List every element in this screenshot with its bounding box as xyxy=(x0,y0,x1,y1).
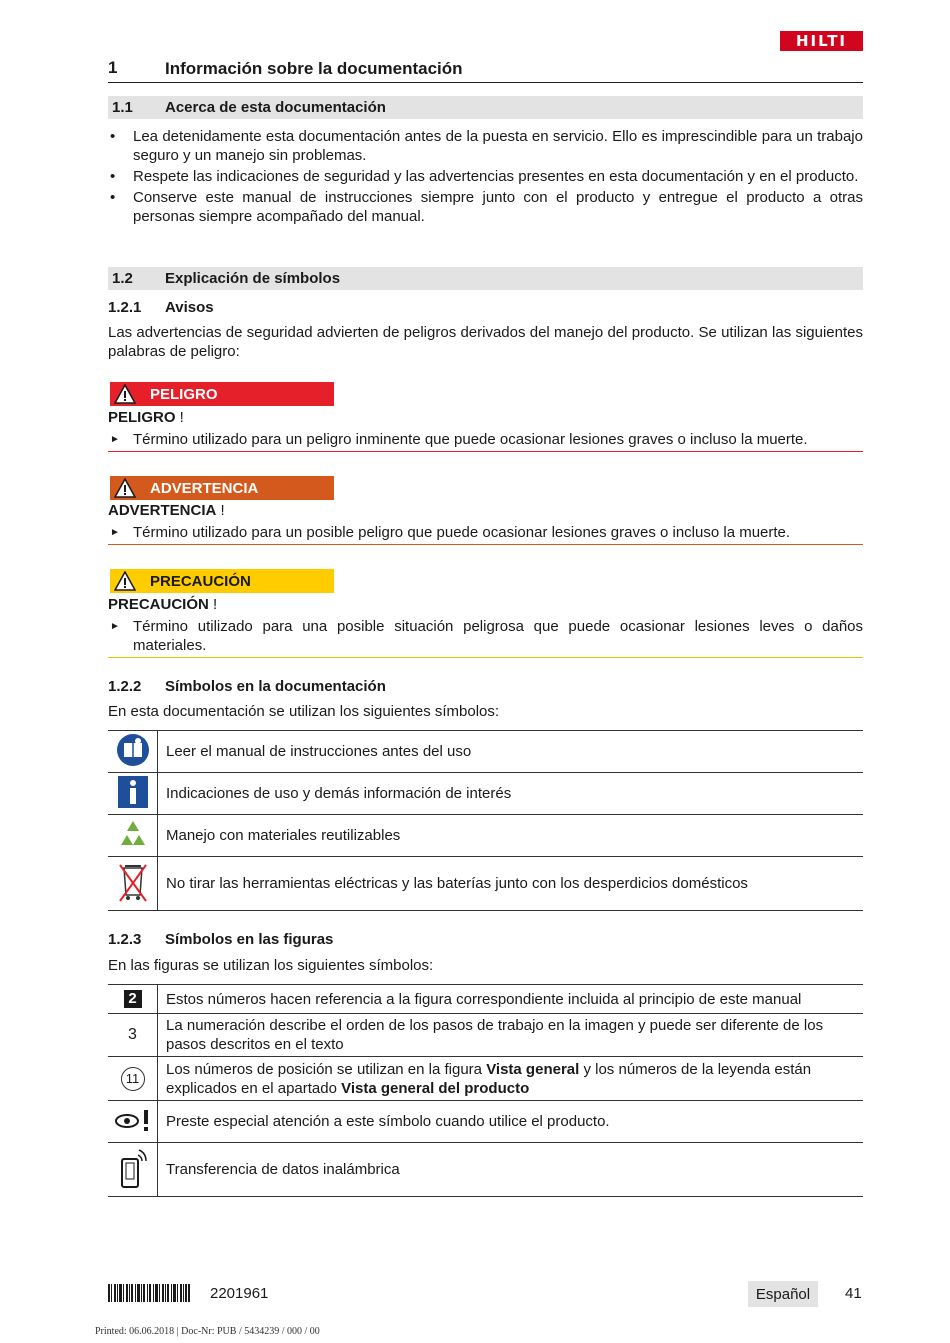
list-item: • Lea detenidamente esta documentación antes de la puesta en servicio. Ello es imprescindible para un trabajo seguro y un manejo sin problemas. xyxy=(108,127,863,165)
figure-number-icon: 2 xyxy=(108,985,158,1014)
signal-title: PELIGRO ! xyxy=(108,409,184,426)
section-title: Información sobre la documentación xyxy=(165,59,463,78)
page-number: 41 xyxy=(845,1285,862,1302)
section-heading-1-2-2 xyxy=(108,678,863,698)
crossed-bin-icon xyxy=(108,857,158,911)
signal-description: ► Término utilizado para un peligro inminente que puede ocasionar lesiones graves o incluso la muerte. xyxy=(110,431,808,448)
symbol-description: Leer el manual de instrucciones antes del uso xyxy=(158,731,864,773)
warning-triangle-icon xyxy=(110,382,140,406)
signal-description: ► Término utilizado para una posible situación peligrosa que puede ocasionar lesiones leves o daños materiales. xyxy=(110,618,863,654)
signal-label: PRECAUCIÓN xyxy=(150,572,251,590)
table-row xyxy=(108,1101,863,1143)
arrow-bullet-icon: ► xyxy=(110,621,120,632)
section-number: 1.2.2 xyxy=(108,678,142,695)
signal-description: ► Término utilizado para un posible peligro que puede ocasionar lesiones graves o incluso la muerte. xyxy=(110,524,791,541)
section-number: 1.1 xyxy=(112,99,133,116)
info-icon xyxy=(108,773,158,815)
divider xyxy=(108,451,863,452)
table-row xyxy=(108,1014,863,1057)
signal-label: ADVERTENCIA xyxy=(150,479,259,497)
table-row xyxy=(108,1143,863,1197)
wireless-transfer-icon xyxy=(108,1143,158,1197)
section-heading-1-1 xyxy=(108,96,863,119)
intro-paragraph: Las advertencias de seguridad advierten de peligros derivados del manejo del producto. Se utilizan las siguientes palabras de peligro: xyxy=(108,324,863,360)
symbol-description: Indicaciones de uso y demás información de interés xyxy=(158,773,864,815)
symbol-description: Estos números hacen referencia a la figura correspondiente incluida al principio de este manual xyxy=(158,985,864,1014)
warning-triangle-icon xyxy=(110,569,140,593)
table-row xyxy=(108,1057,863,1101)
section-title: Símbolos en la documentación xyxy=(165,678,386,695)
barcode-icon xyxy=(108,1284,190,1302)
step-number-icon: 3 xyxy=(108,1014,158,1057)
warning-triangle-icon xyxy=(110,476,140,500)
section-heading-1-2 xyxy=(108,267,863,290)
section-heading-1 xyxy=(108,58,863,83)
figure-symbols-table xyxy=(108,984,863,1197)
section-number: 1 xyxy=(108,58,118,77)
divider xyxy=(108,657,863,658)
list-item: • Respete las indicaciones de seguridad y las advertencias presentes en esta documentación y en el producto. xyxy=(108,167,863,186)
language-label: Español xyxy=(748,1281,818,1307)
section-heading-1-2-3 xyxy=(108,931,863,951)
arrow-bullet-icon: ► xyxy=(110,434,120,445)
section-number: 1.2.3 xyxy=(108,931,142,948)
section-title: Explicación de símbolos xyxy=(165,270,341,287)
signal-label: PELIGRO xyxy=(150,385,218,403)
symbol-description: Los números de posición se utilizan en la figura Vista general y los números de la leyenda están explicados en el apartado Vista general del producto xyxy=(158,1057,864,1101)
intro-paragraph: En esta documentación se utilizan los siguientes símbolos: xyxy=(108,703,500,720)
table-row xyxy=(108,985,863,1014)
position-number-icon: 11 xyxy=(108,1057,158,1101)
divider xyxy=(108,544,863,545)
symbol-description: Transferencia de datos inalámbrica xyxy=(158,1143,864,1197)
table-row xyxy=(108,773,863,815)
print-info: Printed: 06.06.2018 | Doc-Nr: PUB / 5434239 / 000 / 00 xyxy=(95,1326,320,1337)
arrow-bullet-icon: ► xyxy=(110,527,120,538)
section-heading-1-2-1 xyxy=(108,299,863,319)
section-title: Acerca de esta documentación xyxy=(165,99,386,116)
section-number: 1.2.1 xyxy=(108,299,142,316)
section-title: Avisos xyxy=(165,299,214,316)
bullet-list xyxy=(108,127,863,228)
intro-paragraph: En las figuras se utilizan los siguientes símbolos: xyxy=(108,957,434,974)
recycle-icon xyxy=(108,815,158,857)
hilti-logo: HILTI xyxy=(780,31,863,51)
signal-banner-danger xyxy=(110,382,334,406)
section-number: 1.2 xyxy=(112,270,133,287)
table-row xyxy=(108,857,863,911)
symbol-description: Manejo con materiales reutilizables xyxy=(158,815,864,857)
symbol-description: No tirar las herramientas eléctricas y las baterías junto con los desperdicios domésticos xyxy=(158,857,864,911)
doc-number: 2201961 xyxy=(210,1285,269,1302)
symbol-description: Preste especial atención a este símbolo cuando utilice el producto. xyxy=(158,1101,864,1143)
signal-banner-caution xyxy=(110,569,334,593)
read-manual-icon xyxy=(108,731,158,773)
signal-banner-warning xyxy=(110,476,334,500)
table-row xyxy=(108,731,863,773)
eye-attention-icon xyxy=(108,1101,158,1143)
symbol-description: La numeración describe el orden de los pasos de trabajo en la imagen y puede ser diferente de los pasos descritos en el texto xyxy=(158,1014,864,1057)
list-item: • Conserve este manual de instrucciones siempre junto con el producto y entregue el producto a otras personas siempre acompañado del manual. xyxy=(108,188,863,226)
documentation-symbols-table xyxy=(108,730,863,911)
signal-title: PRECAUCIÓN ! xyxy=(108,596,218,613)
table-row xyxy=(108,815,863,857)
section-title: Símbolos en las figuras xyxy=(165,931,334,948)
signal-title: ADVERTENCIA ! xyxy=(108,502,225,519)
